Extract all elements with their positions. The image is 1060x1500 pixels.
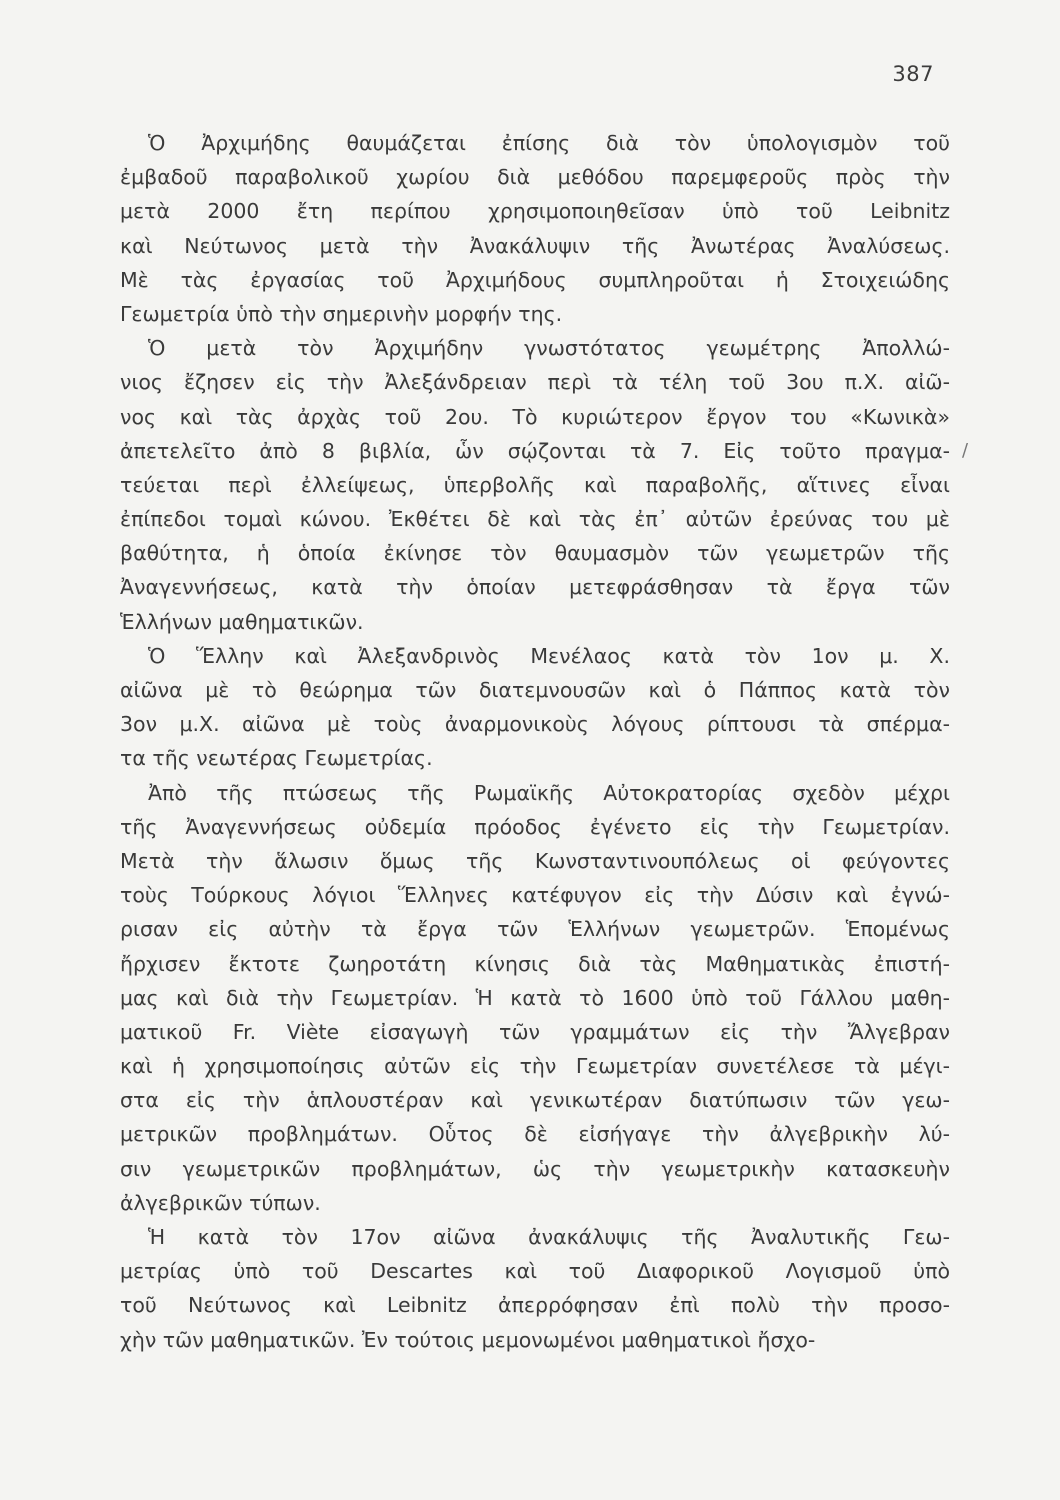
paragraph (120, 639, 950, 776)
paragraph (120, 126, 950, 331)
body-text (120, 126, 950, 1357)
text-line: μετρίας ὑπὸ τοῦ Descartes καὶ τοῦ Διαφορικοῦ Λογισμοῦ ὑπὸ (120, 1259, 950, 1284)
text-line: ἀλγεβρικῶν τύπων. (120, 1190, 321, 1215)
paragraph (120, 1220, 950, 1357)
text-line: τα τῆς νεωτέρας Γεωμετρίας. (120, 746, 433, 771)
text-line: τῆς Ἀναγεννήσεως οὐδεμία πρόοδος ἐγένετο εἰς τὴν Γεωμετρίαν. (120, 814, 950, 839)
text-line: ρισαν εἰς αὐτὴν τὰ ἔργα τῶν Ἑλλήνων γεωμετρῶν. Ἑπομένως (120, 917, 950, 942)
text-line: καὶ ἡ χρησιμοποίησις αὐτῶν εἰς τὴν Γεωμετρίαν συνετέλεσε τὰ μέγι- (120, 1054, 950, 1079)
text-line: καὶ Νεύτωνος μετὰ τὴν Ἀνακάλυψιν τῆς Ἀνωτέρας Ἀναλύσεως. (120, 233, 950, 258)
text-line: ἀπετελεῖτο ἀπὸ 8 βιβλία, ὧν σῴζονται τὰ 7. Εἰς τοῦτο πραγμα- (120, 438, 950, 463)
text-line: σιν γεωμετρικῶν προβλημάτων, ὡς τὴν γεωμετρικὴν κατασκευὴν (120, 1156, 950, 1181)
text-line: τεύεται περὶ ἐλλείψεως, ὑπερβολῆς καὶ παραβολῆς, αἵτινες εἶναι (120, 472, 950, 497)
text-line: ἤρχισεν ἔκτοτε ζωηροτάτη κίνησις διὰ τὰς Μαθηματικὰς ἐπιστή- (120, 951, 950, 976)
text-line: νος καὶ τὰς ἀρχὰς τοῦ 2ου. Τὸ κυριώτερον ἔργον του «Κωνικὰ» (120, 404, 950, 429)
text-line: Ἀπὸ τῆς πτώσεως τῆς Ρωμαϊκῆς Αὐτοκρατορίας σχεδὸν μέχρι (148, 780, 950, 805)
text-line: Ἑλλήνων μαθηματικῶν. (120, 609, 364, 634)
text-line: μας καὶ διὰ τὴν Γεωμετρίαν. Ἡ κατὰ τὸ 1600 ὑπὸ τοῦ Γάλλου μαθη- (120, 985, 950, 1010)
margin-pencil-mark: / (962, 440, 969, 461)
text-line: Ὁ μετὰ τὸν Ἀρχιμήδην γνωστότατος γεωμέτρης Ἀπολλώ- (148, 336, 950, 361)
text-line: αἰῶνα μὲ τὸ θεώρημα τῶν διατεμνουσῶν καὶ ὁ Πάππος κατὰ τὸν (120, 678, 950, 702)
text-line: βαθύτητα, ἡ ὁποία ἐκίνησε τὸν θαυμασμὸν τῶν γεωμετρῶν τῆς (120, 541, 950, 566)
text-line: Μετὰ τὴν ἅλωσιν ὅμως τῆς Κωνσταντινουπόλεως οἱ φεύγοντες (120, 848, 950, 873)
text-line: ἐμβαδοῦ παραβολικοῦ χωρίου διὰ μεθόδου παρεμφεροῦς πρὸς τὴν (120, 165, 950, 190)
text-line: Ἡ κατὰ τὸν 17ον αἰῶνα ἀνακάλυψις τῆς Ἀναλυτικῆς Γεω- (148, 1225, 950, 1249)
page-number: 387 (892, 62, 934, 86)
paragraph (120, 776, 950, 1220)
text-line: στα εἰς τὴν ἁπλουστέραν καὶ γενικωτέραν διατύπωσιν τῶν γεω- (120, 1088, 950, 1113)
text-line: μετρικῶν προβλημάτων. Οὗτος δὲ εἰσήγαγε τὴν ἀλγεβρικὴν λύ- (120, 1122, 950, 1147)
text-line: Ὁ Ἕλλην καὶ Ἀλεξανδρινὸς Μενέλαος κατὰ τὸν 1ον μ. Χ. (148, 643, 950, 668)
text-line: χὴν τῶν μαθηματικῶν. Ἐν τούτοις μεμονωμένοι μαθηματικοὶ ἤσχο- (120, 1327, 816, 1352)
text-line: Γεωμετρία ὑπὸ τὴν σημερινὴν μορφήν της. (120, 301, 563, 326)
text-line: Μὲ τὰς ἐργασίας τοῦ Ἀρχιμήδους συμπληροῦται ἡ Στοιχειώδης (120, 267, 950, 292)
text-line: τοῦ Νεύτωνος καὶ Leibnitz ἀπερρόφησαν ἐπὶ πολὺ τὴν προσο- (120, 1293, 950, 1318)
text-line: Ἀναγεννήσεως, κατὰ τὴν ὁποίαν μετεφράσθησαν τὰ ἔργα τῶν (120, 575, 950, 600)
text-line: τοὺς Τούρκους λόγιοι Ἕλληνες κατέφυγον εἰς τὴν Δύσιν καὶ ἐγνώ- (120, 883, 950, 908)
paragraph (120, 331, 950, 639)
text-line: Ὁ Ἀρχιμήδης θαυμάζεται ἐπίσης διὰ τὸν ὑπολογισμὸν τοῦ (148, 131, 950, 155)
text-line: νιος ἔζησεν εἰς τὴν Ἀλεξάνδρειαν περὶ τὰ τέλη τοῦ 3ου π.Χ. αἰῶ- (120, 370, 950, 395)
text-line: 3ον μ.Χ. αἰῶνα μὲ τοὺς ἀναρμονικοὺς λόγους ρίπτουσι τὰ σπέρμα- (120, 712, 950, 737)
text-line: μετὰ 2000 ἔτη περίπου χρησιμοποιηθεῖσαν ὑπὸ τοῦ Leibnitz (120, 199, 950, 224)
text-line: ματικοῦ Fr. Viète εἰσαγωγὴ τῶν γραμμάτων εἰς τὴν Ἄλγεβραν (120, 1019, 950, 1044)
text-line: ἐπίπεδοι τομαὶ κώνου. Ἐκθέτει δὲ καὶ τὰς ἐπ᾽ αὐτῶν ἐρεύνας του μὲ (120, 507, 950, 532)
